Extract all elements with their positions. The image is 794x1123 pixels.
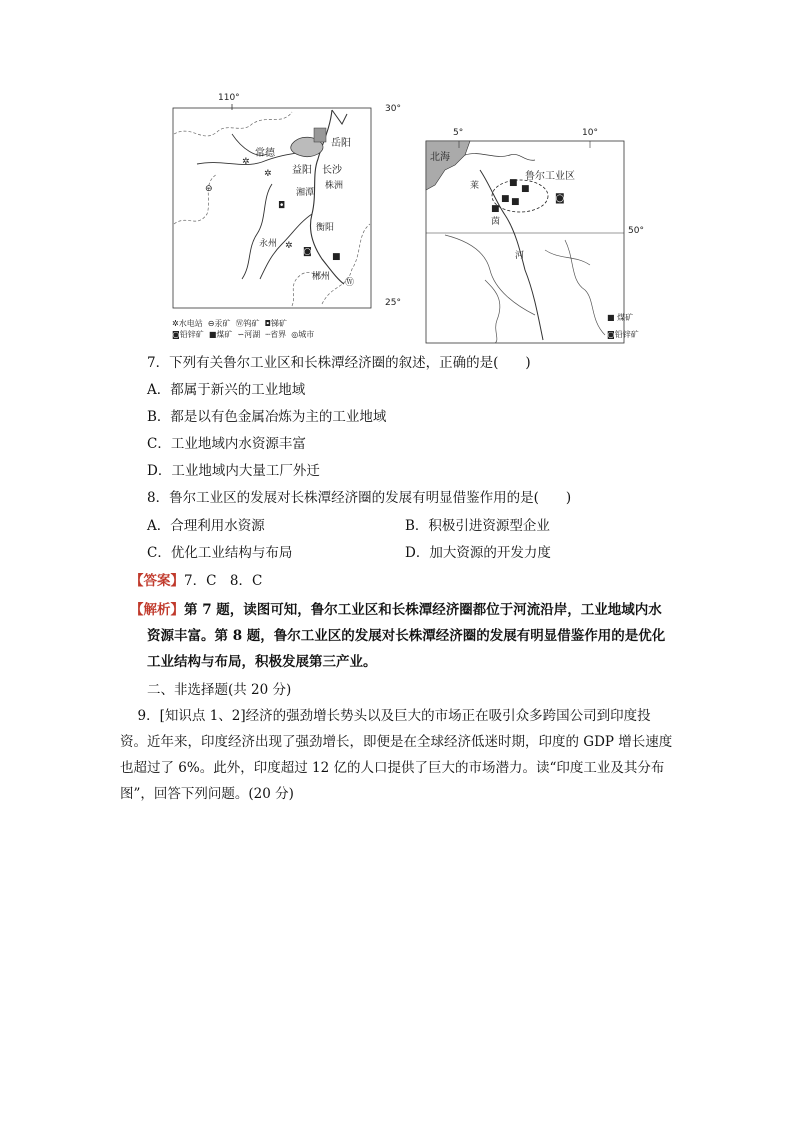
q8-stem: 8．鲁尔工业区的发展对长株潭经济圈的发展有明显借鉴作用的是( ) [147,490,572,506]
q8-option-b: B．积极引进资源型企业 [405,518,550,534]
city-xiangtan: 湘潭 [296,188,315,198]
city-yongzhou: 永州 [259,239,278,249]
map1-legend-row1: ✲水电站 ⊖汞矿 Ⓦ钨矿 ◘锑矿 [172,319,288,328]
legend-border: 省界 [270,330,287,339]
leadzinc-mine-icon: ◙ [555,193,565,204]
city-changsha: 长沙 [322,165,342,176]
map2-legend-coal: ■ 煤矿 [607,313,634,322]
city-zhuzhou: 株洲 [325,181,344,191]
city-chenzhou: 郴州 [312,272,331,282]
leadzinc-mine-icon: ◙ [303,247,312,257]
rhine-char-1: 莱 [470,181,480,191]
hydro-station-icon: ✲ [285,241,293,251]
section-heading: 二、非选择题(共 20 分) [147,682,292,698]
lat-50-label: 50° [628,226,644,236]
antimony-mine-icon: ⊖ [205,184,213,194]
q8-option-a: A．合理利用水资源 [147,518,265,534]
coal-mine-icon: ■ [332,252,341,262]
legend-river: 河湖 [244,330,261,339]
hydro-station-icon: ✲ [242,157,250,167]
q7-option-c: C．工业地域内水资源丰富 [147,436,306,452]
rhine-char-3: 河 [515,251,525,261]
legend-coal: 煤矿 [216,330,233,339]
map2-legend-leadzinc: ◙铅锌矿 [607,330,639,339]
changzhutan-map [172,93,401,339]
coal-mine-icon: ■ [501,194,510,204]
legend-coal-label: 煤矿 [617,313,634,322]
q7-stem: 7．下列有关鲁尔工业区和长株潭经济圈的叙述，正确的是( ) [147,355,531,371]
q7-option-d: D．工业地域内大量工厂外迁 [147,463,320,479]
q7-option-a: A．都属于新兴的工业地域 [147,382,306,398]
q9-paragraph: 9．[知识点 1、2]经济的强劲增长势头以及巨大的市场正在吸引众多跨国公司到印度投资。近年来，印度经济出现了强劲增长，即便是在全球经济低迷时期，印度的 GDP 增长速度也超过了 6%。此外，印度超过 12 亿的人口提供了巨大的市场潜力。读“印度工业及其分布图”，回答下列问题。(20 分) [120,708,673,802]
city-hengyang: 衡阳 [316,223,335,233]
legend-tin: 锑矿 [271,319,288,328]
tin-mine-icon: ◘ [278,201,286,211]
q7-option-b: B．都是以有色金属冶炼为主的工业地域 [147,409,387,425]
tungsten-mine-icon: Ⓦ [345,278,355,288]
coal-mine-icon: ■ [491,204,500,214]
lon-110-label: 110° [218,93,240,103]
city-yiyang: 益阳 [292,165,312,176]
rhine-char-2: 茵 [491,217,501,227]
legend-leadzinc-label: 铅锌矿 [614,330,639,339]
north-sea-label: 北海 [430,152,450,163]
lat-30-label: 30° [385,104,401,114]
legend-leadzinc: 铅锌矿 [179,330,204,339]
legend-antimony: 汞矿 [214,319,231,328]
analysis-paragraph [130,597,675,675]
legend-hydro: 水电站 [178,319,203,328]
city-changde: 常德 [255,148,275,159]
map1-legend-row2: ◙铅锌矿 ■煤矿 ∽河湖 ┄省界 ◎城市 [172,330,315,339]
analysis-tag: 【解析】 [130,602,184,618]
answer-line [130,571,262,591]
ruhr-region-label: 鲁尔工业区 [525,171,575,182]
q8-option-c: C．优化工业结构与布局 [147,545,293,561]
legend-city: 城市 [298,330,315,339]
lat-25-label: 25° [385,298,401,308]
city-yueyang: 岳阳 [331,138,351,149]
hydro-station-icon: ✲ [264,169,272,179]
lon-10-label: 10° [582,128,598,138]
analysis-text: 第 7 题，读图可知，鲁尔工业区和长株潭经济圈都位于河流沿岸，工业地域内水资源丰富。第 8 题，鲁尔工业区的发展对长株潭经济圈的发展有明显借鉴作用的是优化工业结构与布局，积极发展第三产业。 [147,602,666,670]
answer-text: 7．C 8．C [184,573,263,589]
coal-mine-icon: ■ [509,178,518,188]
answer-tag: 【答案】 [130,573,184,589]
legend-tungsten: 钨矿 [243,319,260,328]
coal-mine-icon: ■ [511,197,520,207]
lon-5-label: 5° [453,128,464,138]
ruhr-map [425,128,644,345]
coal-mine-icon: ■ [521,184,530,194]
q8-option-d: D．加大资源的开发力度 [405,545,551,561]
